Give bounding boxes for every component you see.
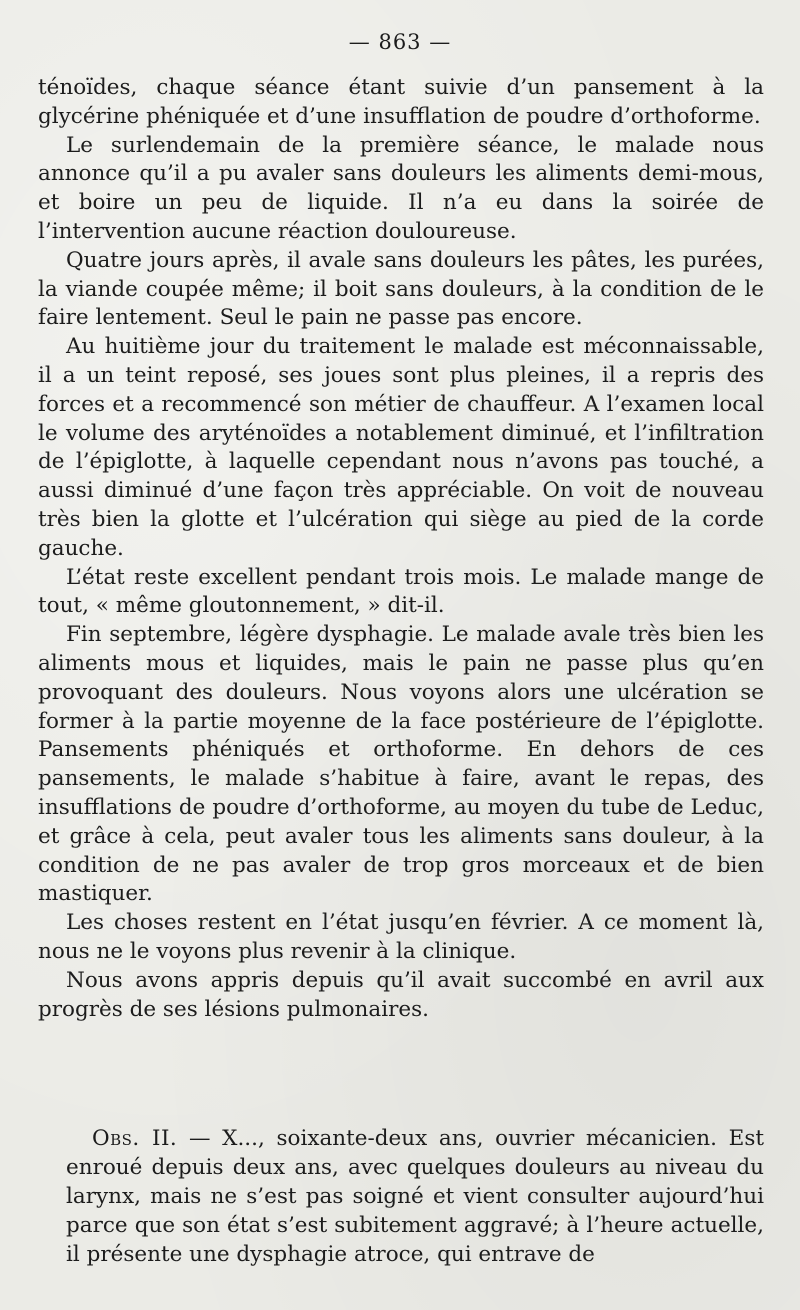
observation-paragraph [66,1124,764,1269]
paragraph-surlendemain: Le surlendemain de la première séance, le malade nous annonce qu’il a pu avaler sans douleurs les aliments demi-mous, et boire un peu de liquide. Il n’a eu dans la soirée de l’intervention aucune réaction douloureuse. [38,132,764,244]
observation-label: Obs. II. [92,1126,178,1151]
paragraph-quatre-jours: Quatre jours après, il avale sans douleurs les pâtes, les purées, la viande coupée même; il boit sans douleurs, à la condition de le faire lentement. Seul le pain ne passe pas encore. [38,247,764,331]
paragraph-continuation: ténoïdes, chaque séance étant suivie d’un pansement à la glycérine phéniquée et d’une insufflation de poudre d’orthoforme. [38,75,764,129]
page-number: — 863 — [348,30,452,54]
paragraph-huitieme-jour: Au huitième jour du traitement le malade est méconnaissable, il a un teint reposé, ses joues sont plus pleines, il a repris des forces et a recommencé son métier de chauffeur. A l’examen local le volume des aryténoïdes a notablement diminué, et l’infiltration de l’épiglotte, à laquelle cependant nous n’avons pas touché, a aussi diminué d’une façon très appréciable. On voit de nouveau très bien la glotte et l’ulcération qui siège au pied de la corde gauche. [38,334,764,561]
observation-section [66,1124,764,1269]
paragraph-fin-septembre: Fin septembre, légère dysphagie. Le malade avale très bien les aliments mous et liquides, mais le pain ne passe plus qu’en provoquant des douleurs. Nous voyons alors une ulcération se former à la partie moyenne de la face postérieure de l’épiglotte. Pansements phéniqués et orthoforme. En dehors de ces pansements, le malade s’habitue à faire, avant le repas, des insufflations de poudre d’orthoforme, au moyen du tube de Leduc, et grâce à cela, peut avaler tous les aliments sans douleur, à la condition de ne pas avaler de trop gros morceaux et de bien mastiquer. [38,622,764,907]
main-text [38,74,764,1024]
observation-text: — X..., soixante-deux ans, ouvrier mécanicien. Est enroué depuis deux ans, avec quelques douleurs au niveau du larynx, mais ne s’est pas soigné et vient consulter aujourd’hui parce que son état s’est subitement aggravé; à l’heure actuelle, il présente une dysphagie atroce, qui entrave de [66,1126,764,1267]
paragraph-fevrier: Les choses restent en l’état jusqu’en février. A ce moment là, nous ne le voyons plus revenir à la clinique. [38,910,764,964]
paragraph-avril: Nous avons appris depuis qu’il avait succombé en avril aux progrès de ses lésions pulmonaires. [38,967,764,1022]
paragraph-etat-excellent: L’état reste excellent pendant trois mois. Le malade mange de tout, « même gloutonnement, » dit-il. [38,564,764,619]
